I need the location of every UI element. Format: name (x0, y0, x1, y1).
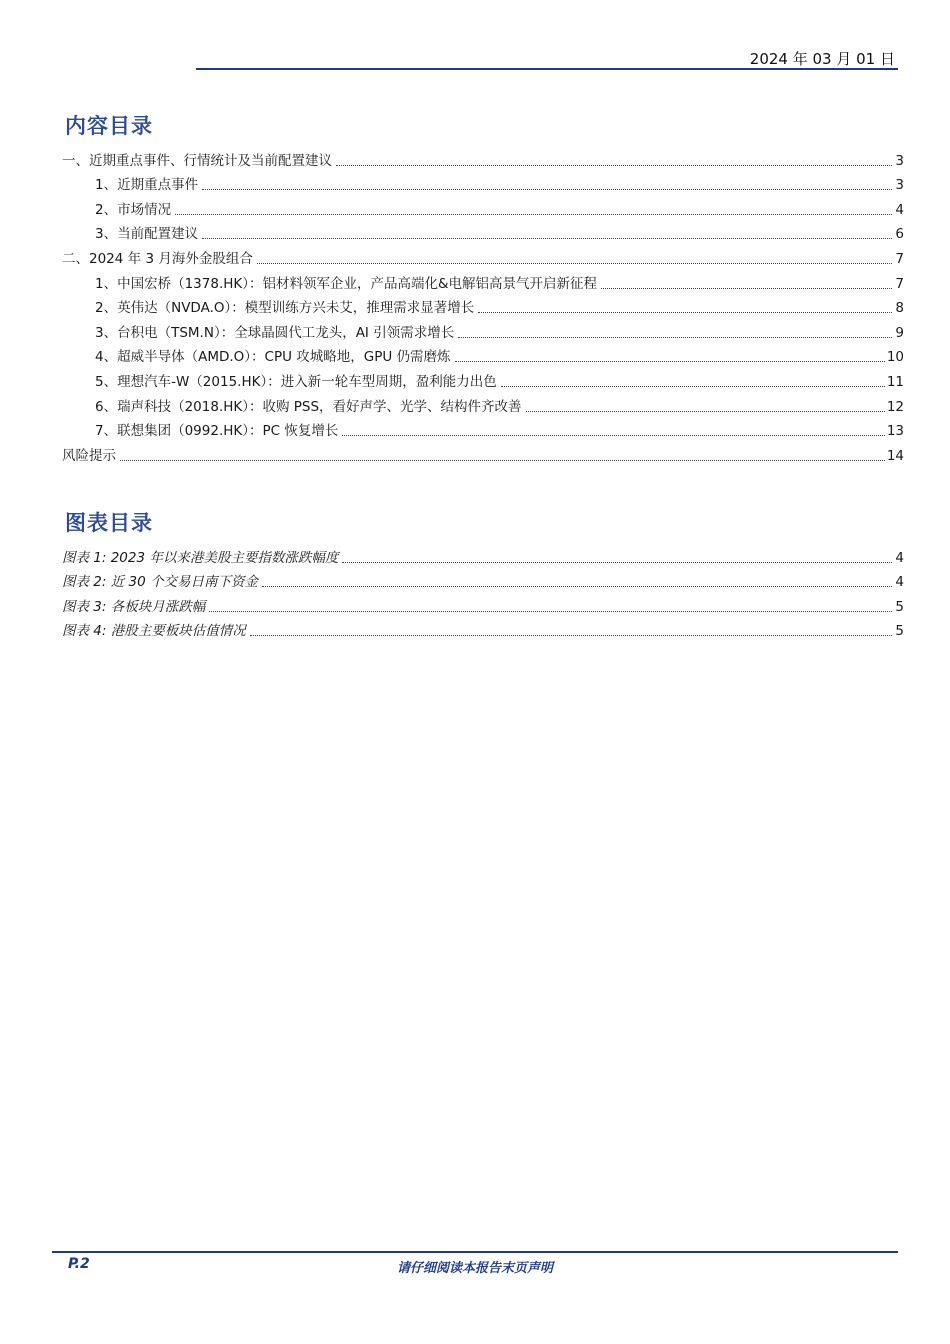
toc-entry-page: 9 (895, 324, 904, 341)
figure-entry[interactable] (62, 591, 904, 616)
figure-entry-page: 4 (895, 574, 904, 591)
toc-entry-label: 3、台积电（TSM.N）：全球晶圆代工龙头，AI 引领需求增长 (95, 324, 455, 341)
toc-entry[interactable] (62, 391, 904, 416)
toc-entry-label: 5、理想汽车-W（2015.HK）：进入新一轮车型周期，盈利能力出色 (95, 373, 497, 390)
dot-leader (209, 611, 892, 612)
dot-leader (342, 562, 892, 563)
toc-entry-label: 1、近期重点事件 (95, 177, 199, 194)
toc-entry-label: 4、超威半导体（AMD.O）：CPU 攻城略地，GPU 仍需磨炼 (95, 349, 451, 366)
dot-leader (342, 435, 884, 436)
dot-leader (458, 337, 892, 338)
toc-entry-label: 7、联想集团（0992.HK）：PC 恢复增长 (95, 423, 339, 440)
toc-entry-page: 7 (895, 250, 904, 267)
report-date: 2024 年 03 月 01 日 (749, 50, 895, 68)
figure-entry[interactable] (62, 616, 904, 641)
toc-entry-page: 4 (895, 201, 904, 218)
dot-leader (501, 386, 885, 387)
toc-entry-label: 二、2024 年 3 月海外金股组合 (62, 250, 253, 267)
toc-entry-label: 2、市场情况 (95, 201, 172, 218)
toc-entry-label: 一、近期重点事件、行情统计及当前配置建议 (62, 152, 332, 169)
toc-entry-page: 10 (886, 349, 904, 366)
toc-entry[interactable] (62, 145, 904, 170)
figures-list (62, 542, 904, 640)
toc-entry[interactable] (62, 170, 904, 195)
toc-entry[interactable] (62, 342, 904, 367)
figure-entry[interactable] (62, 542, 904, 567)
figures-title: 图表目录 (65, 511, 153, 535)
figure-entry-page: 5 (895, 623, 904, 640)
toc-entry[interactable] (62, 219, 904, 244)
dot-leader (202, 238, 892, 239)
dot-leader (262, 586, 892, 587)
toc-entry-label: 风险提示 (62, 447, 116, 464)
contents-list (62, 145, 904, 465)
figure-entry-label: 图表 2: 近 30 个交易日南下资金 (62, 574, 258, 591)
toc-entry[interactable] (62, 194, 904, 219)
dot-leader (120, 460, 885, 461)
footer-divider (52, 1251, 898, 1253)
toc-entry[interactable] (62, 243, 904, 268)
header-divider (196, 68, 898, 70)
toc-entry-page: 3 (895, 177, 904, 194)
toc-entry[interactable] (62, 440, 904, 465)
toc-entry-page: 13 (886, 423, 904, 440)
dot-leader (526, 411, 885, 412)
toc-entry-label: 1、中国宏桥（1378.HK）：铝材料领军企业，产品高端化&电解铝高景气开启新征程 (95, 275, 598, 292)
dot-leader (455, 361, 885, 362)
toc-entry-label: 6、瑞声科技（2018.HK）：收购 PSS，看好声学、光学、结构件齐改善 (95, 398, 522, 415)
toc-entry-page: 8 (895, 300, 904, 317)
toc-entry-page: 11 (886, 373, 904, 390)
contents-title: 内容目录 (65, 114, 153, 138)
toc-entry[interactable] (62, 366, 904, 391)
toc-entry-page: 14 (886, 447, 904, 464)
dot-leader (257, 263, 892, 264)
dot-leader (175, 214, 892, 215)
figure-entry[interactable] (62, 567, 904, 592)
toc-entry-page: 7 (895, 275, 904, 292)
toc-entry[interactable] (62, 293, 904, 318)
dot-leader (202, 189, 892, 190)
toc-entry-page: 6 (895, 226, 904, 243)
dot-leader (336, 165, 892, 166)
dot-leader (250, 635, 892, 636)
figure-entry-label: 图表 3: 各板块月涨跌幅 (62, 598, 206, 615)
figure-entry-label: 图表 1: 2023 年以来港美股主要指数涨跌幅度 (62, 549, 339, 566)
toc-entry[interactable] (62, 268, 904, 293)
dot-leader (601, 288, 892, 289)
figure-entry-page: 4 (895, 549, 904, 566)
page-number: P.2 (68, 1256, 90, 1272)
toc-entry-page: 12 (886, 398, 904, 415)
toc-entry[interactable] (62, 317, 904, 342)
toc-entry-page: 3 (895, 152, 904, 169)
toc-entry[interactable] (62, 416, 904, 441)
figure-entry-page: 5 (895, 598, 904, 615)
dot-leader (478, 312, 892, 313)
disclaimer-notice: 请仔细阅读本报告末页声明 (396, 1261, 553, 1276)
toc-entry-label: 2、英伟达（NVDA.O）：模型训练方兴未艾，推理需求显著增长 (95, 300, 475, 317)
figure-entry-label: 图表 4: 港股主要板块估值情况 (62, 623, 246, 640)
toc-entry-label: 3、当前配置建议 (95, 226, 199, 243)
